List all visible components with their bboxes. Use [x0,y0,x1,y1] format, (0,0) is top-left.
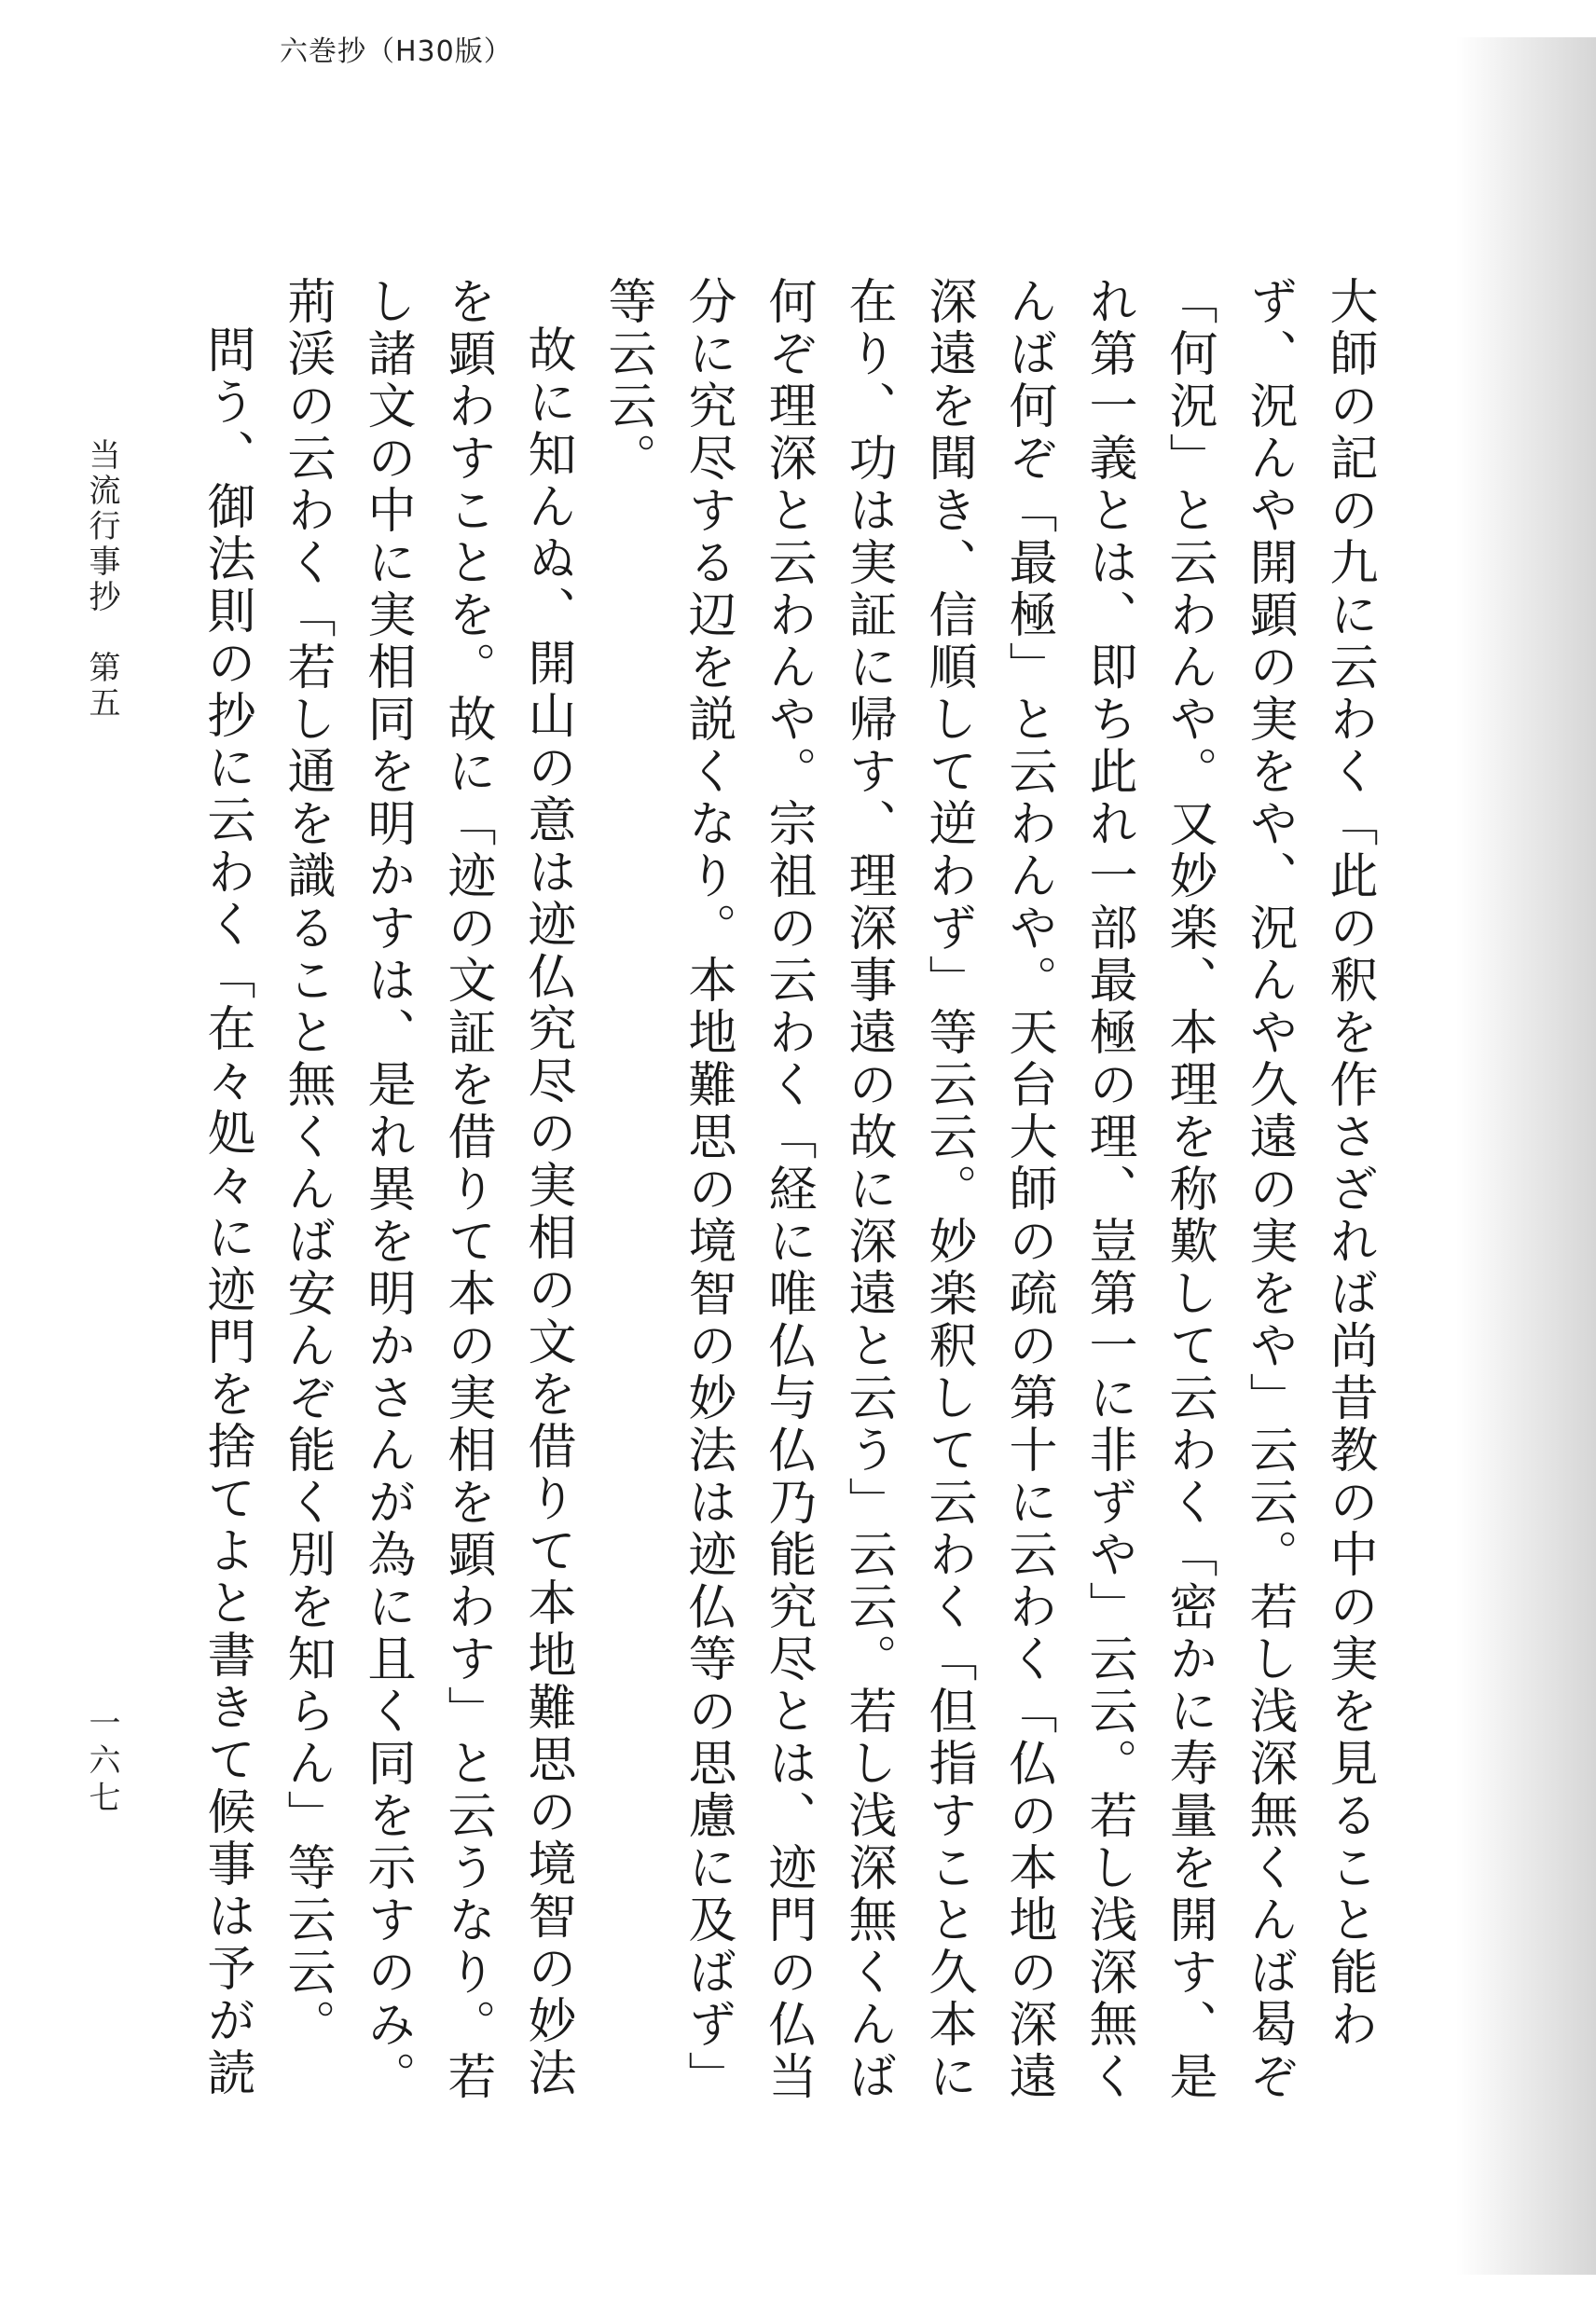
body-text [177,276,1389,2103]
paragraph-3: 問う、御法則の抄に云わく「在々処々に迹門を捨てよと書きて候事は予が読 [199,324,255,2099]
page-number: 一六七 [83,1706,120,1818]
paragraph-2: 故に知んぬ、開山の意は迹仏究尽の実相の文を借りて本地難思の境智の妙法を顕わすことを。故に「迹の文証を借りて本の実相を顕わす」と云うなり。若し諸文の中に実相同を明かすは、是れ異を明かさんが為に且く同を示すのみ。荊渓の云わく「若し通を識ること無くんば安んぞ能く別を知らん」等云云。 [279,276,575,2103]
page-edge-shadow [1456,37,1596,2275]
footer-book-title: 当流行事抄 第五 [83,438,120,722]
running-header: 六巻抄（H30版） [280,35,513,68]
paragraph-1: 大師の記の九に云わく「此の釈を作さざれば尚昔教の中の実を見ること能わず、況んや開顕の実をや、況んや久遠の実をや」云云。若し浅深無くんば曷ぞ「何況」と云わんや。又妙楽、本理を称歎して云わく「密かに寿量を開す、是れ第一義とは、即ち此れ一部最極の理、豈第一に非ずや」云云。若し浅深無くんば何ぞ「最極」と云わんや。天台大師の疏の第十に云わく「仏の本地の深遠深遠を聞き、信順して逆わず」等云云。妙楽釈して云わく「但指すこと久本に在り、功は実証に帰す、理深事遠の故に深遠と云う」云云。若し浅深無くんば何ぞ理深と云わんや。宗祖の云わく「経に唯仏与仏乃能究尽とは、迹門の仏当分に究尽する辺を説くなり。本地難思の境智の妙法は迹仏等の思慮に及ばず」等云云。 [599,276,1377,2103]
